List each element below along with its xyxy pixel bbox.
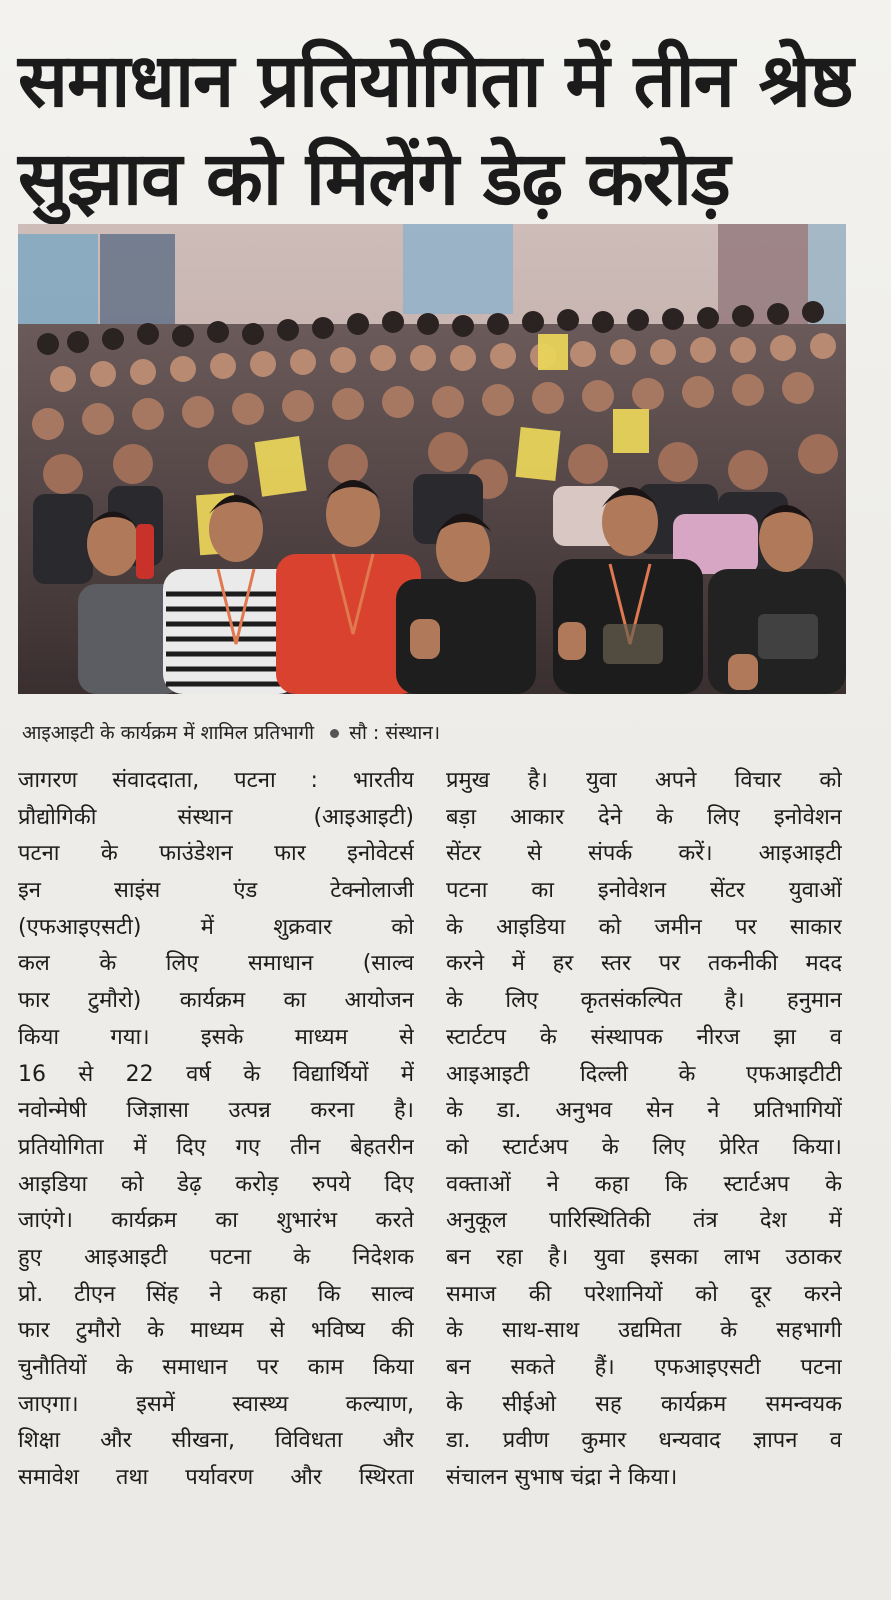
article-line: नवोन्मेषी जिज्ञासा उत्पन्न करना है। [18, 1098, 414, 1124]
article-line: के साथ-साथ उद्यमिता के सहभागी [446, 1318, 842, 1344]
article-line: शिक्षा और सीखना, विविधता और [18, 1428, 414, 1454]
article-line: वक्ताओं ने कहा कि स्टार्टअप के [446, 1171, 842, 1197]
headline: समाधान प्रतियोगिता में तीन श्रेष्ठ सुझाव को मिलेंगे डेढ़ करोड़ [18, 38, 853, 222]
article-line: सेंटर से संपर्क करें। आइआइटी [446, 841, 842, 867]
article-line: फार टुमौरो) कार्यक्रम का आयोजन [18, 988, 414, 1014]
event-photo [18, 224, 846, 694]
caption-text: आइआइटी के कार्यक्रम में शामिल प्रतिभागी [22, 722, 315, 744]
article-line: स्टार्टटप के संस्थापक नीरज झा व [446, 1024, 842, 1050]
article-line: पटना के फाउंडेशन फार इनोवेटर्स [18, 841, 414, 867]
crowd-photo-illustration [18, 224, 846, 694]
article-line: (एफआइएसटी) में शुक्रवार को [18, 914, 414, 940]
photo-credit: सौ : संस्थान। [349, 722, 441, 744]
article-line: चुनौतियों के समाधान पर काम किया [18, 1355, 414, 1380]
article-line: बड़ा आकार देने के लिए इनोवेशन [446, 804, 842, 830]
article-line: बन सकते हैं। एफआइएसटी पटना [446, 1355, 842, 1380]
article-line: प्रो. टीएन सिंह ने कहा कि साल्व [18, 1281, 414, 1307]
article-line: कल के लिए समाधान (साल्व [18, 951, 414, 977]
article-line: अनुकूल पारिस्थितिकी तंत्र देश में [446, 1208, 842, 1234]
article-line: के लिए कृतसंकल्पित है। हनुमान [446, 988, 842, 1014]
caption-bullet-icon [330, 729, 339, 738]
photo-caption [22, 720, 862, 746]
article-line: को स्टार्टअप के लिए प्रेरित किया। [446, 1134, 842, 1160]
article-line: आइडिया को डेढ़ करोड़ रुपये दिए [18, 1171, 414, 1197]
article-line: हुए आइआइटी पटना के निदेशक [18, 1244, 414, 1270]
article-line: प्रमुख है। युवा अपने विचार को [446, 768, 842, 793]
article-line: 16 से 22 वर्ष के विद्यार्थियों में [18, 1061, 414, 1087]
article-line: संचालन सुभाष चंद्रा ने किया। [446, 1465, 678, 1491]
article-line: समावेश तथा पर्यावरण और स्थिरता [18, 1465, 414, 1491]
article-line: आइआइटी दिल्ली के एफआइटीटी [446, 1061, 842, 1087]
column-divider [427, 760, 428, 1580]
article-line: समाज की परेशानियों को दूर करने [446, 1281, 842, 1307]
article-line: फार टुमौरो के माध्यम से भविष्य की [18, 1318, 414, 1344]
article-line: बन रहा है। युवा इसका लाभ उठाकर [446, 1244, 842, 1270]
article-line: जाएंगे। कार्यक्रम का शुभारंभ करते [18, 1208, 414, 1234]
article-line: इन साइंस एंड टेक्नोलाजी [18, 878, 414, 904]
article-line: डा. प्रवीण कुमार धन्यवाद ज्ञापन व [446, 1428, 842, 1454]
article-line: प्रौद्योगिकी संस्थान (आइआइटी) [18, 804, 414, 830]
article-line: किया गया। इसके माध्यम से [18, 1024, 414, 1050]
article-line: के सीईओ सह कार्यक्रम समन्वयक [446, 1391, 842, 1417]
article-line: करने में हर स्तर पर तकनीकी मदद [446, 951, 842, 977]
article-line: के आइडिया को जमीन पर साकार [446, 914, 842, 940]
article-line: पटना का इनोवेशन सेंटर युवाओं [446, 878, 842, 904]
article-column-right [446, 763, 842, 1497]
article-line: के डा. अनुभव सेन ने प्रतिभागियों [446, 1098, 842, 1124]
article-line: जाएगा। इसमें स्वास्थ्य कल्याण, [18, 1391, 414, 1417]
article-line: जागरण संवाददाता, पटना : भारतीय [18, 768, 414, 793]
article-column-left [18, 763, 414, 1497]
article-line: प्रतियोगिता में दिए गए तीन बेहतरीन [18, 1134, 414, 1160]
